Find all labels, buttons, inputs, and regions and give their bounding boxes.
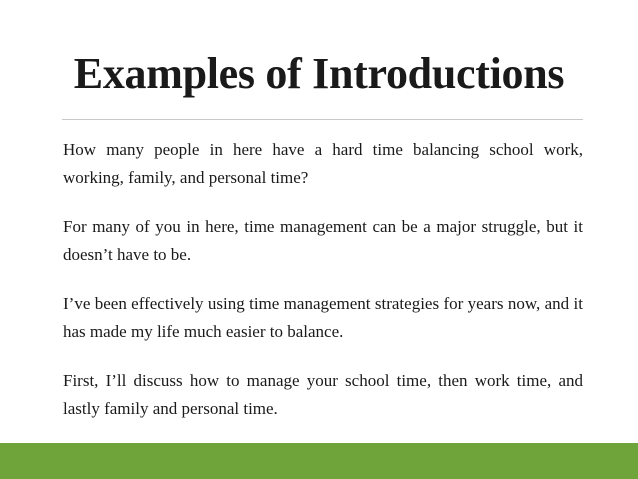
paragraph-preview: First, I’ll discuss how to manage your school time, then work time, and lastly family and personal time.: [63, 371, 583, 418]
title-divider: [62, 119, 583, 120]
paragraph-question: How many people in here have a hard time balancing school work, working, family, and personal time?: [63, 140, 583, 187]
slide-title: Examples of Introductions: [73, 49, 565, 98]
footer-accent-bar: [0, 443, 638, 479]
paragraph-credibility: I’ve been effectively using time management strategies for years now, and it has made my life much easier to balance.: [63, 294, 583, 341]
paragraph-relevance: For many of you in here, time management can be a major struggle, but it doesn’t have to be.: [63, 217, 583, 264]
slide-body: [63, 136, 583, 444]
